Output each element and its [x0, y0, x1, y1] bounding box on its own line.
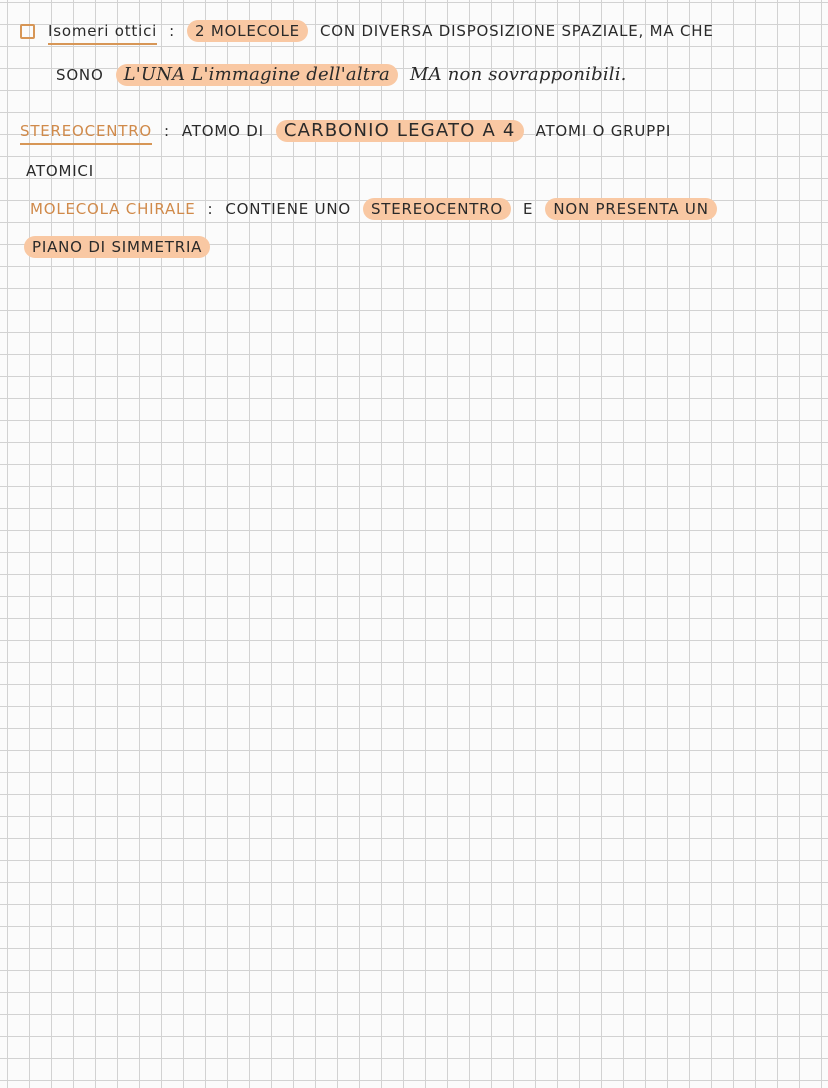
highlight-non-presenta: NON PRESENTA UN [545, 198, 716, 220]
stereocentro-colon: : [164, 122, 170, 140]
chirale-text-e: E [523, 200, 534, 218]
stereocentro-line-2 [26, 160, 106, 182]
checkbox-icon[interactable] [20, 24, 35, 39]
stereocentro-text-line2: ATOMICI [26, 162, 94, 180]
isomeri-line-2 [56, 64, 639, 86]
stereocentro-line-1 [20, 120, 683, 145]
isomeri-colon: : [169, 22, 175, 40]
stereocentro-text-line1: ATOMI O GRUPPI [535, 122, 672, 140]
chirale-colon: : [207, 200, 214, 218]
highlight-molecole: 2 MOLECOLE [187, 20, 308, 42]
highlight-piano-simmetria: PIANO DI SIMMETRIA [24, 236, 210, 258]
highlight-stereocentro: STEREOCENTRO [363, 198, 511, 220]
isomeri-title: Isomeri ottici [48, 20, 157, 45]
stereocentro-text-atomo: ATOMO DI [181, 122, 264, 140]
chirale-text-contiene: CONTIENE UNO [225, 200, 351, 218]
isomeri-text-line1: CON DIVERSA DISPOSIZIONE SPAZIALE, MA CHE [319, 22, 714, 40]
highlight-carbonio: CARBONIO LEGATO A 4 [276, 120, 524, 142]
chirale-term: MOLECOLA CHIRALE [30, 200, 196, 218]
chirale-line-2 [24, 236, 222, 258]
isomeri-text-line2-end: MA non sovrapponibili. [409, 64, 627, 85]
stereocentro-term: STEREOCENTRO [20, 120, 152, 145]
highlight-immagine: L'UNA L'immagine dell'altra [116, 64, 398, 86]
isomeri-line-1 [48, 20, 726, 45]
isomeri-text-sono: SONO [56, 66, 104, 84]
chirale-line-1 [30, 198, 729, 220]
